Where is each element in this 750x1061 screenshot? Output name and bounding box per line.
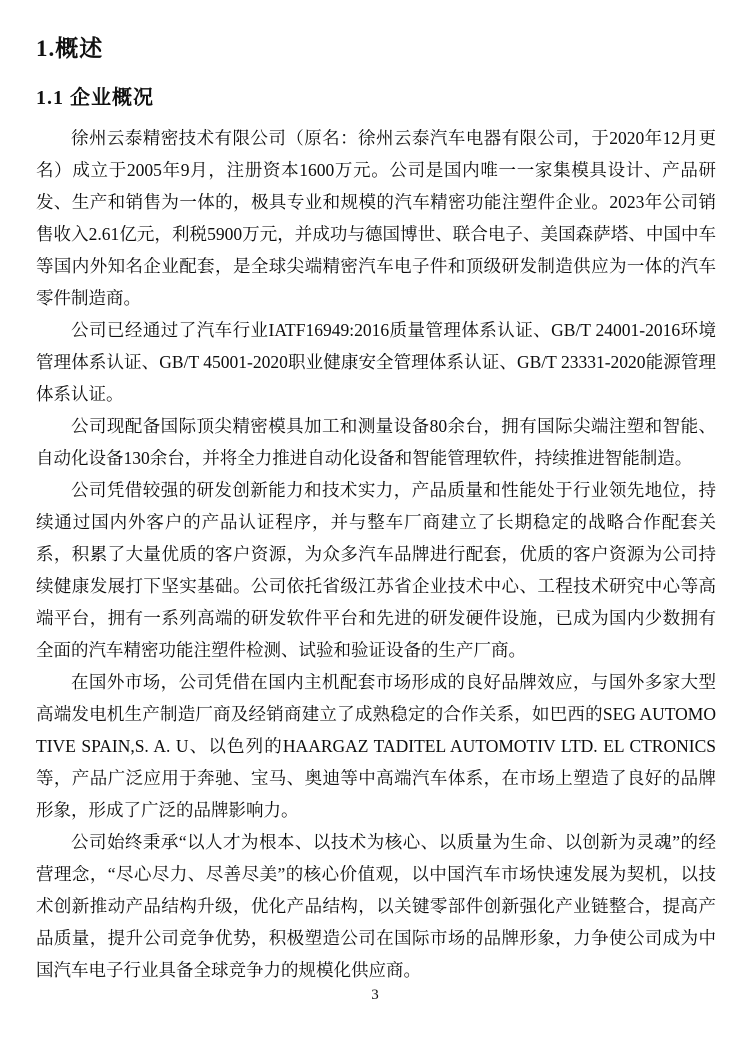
- paragraph-rd-strength: 公司凭借较强的研发创新能力和技术实力，产品质量和性能处于行业领先地位，持续通过国内外客户的产品认证程序，并与整车厂商建立了长期稳定的战略合作配套关系，积累了大量优质的客户资源，为众多汽车品牌进行配套，优质的客户资源为公司持续健康发展打下坚实基础。公司依托省级江苏省企业技术中心、工程技术研究中心等高端平台，拥有一系列高端的研发软件平台和先进的研发硬件设施，已成为国内少数拥有全面的汽车精密功能注塑件检测、试验和验证设备的生产厂商。: [36, 480, 716, 660]
- paragraph-philosophy: 公司始终秉承“以人才为根本、以技术为核心、以质量为生命、以创新为灵魂”的经营理念，“尽心尽力、尽善尽美”的核心价值观，以中国汽车市场快速发展为契机，以技术创新推动产品结构升级，优化产品结构，以关键零部件创新强化产业链整合，提高产品质量，提升公司竞争优势，积极塑造公司在国际市场的品牌形象，力争使公司成为中国汽车电子行业具备全球竞争力的规模化供应商。: [36, 832, 716, 980]
- section-heading: 1.概述: [36, 36, 104, 61]
- document-content: [36, 36, 716, 986]
- document-body: [36, 122, 716, 986]
- subsection-heading: 1.1 企业概况: [36, 87, 154, 109]
- paragraph-certifications: 公司已经通过了汽车行业IATF16949:2016质量管理体系认证、GB/T 24001-2016环境管理体系认证、GB/T 45001-2020职业健康安全管理体系认证、GB/T 23331-2020能源管理体系认证。: [36, 320, 716, 404]
- paragraph-equipment: 公司现配备国际顶尖精密模具加工和测量设备80余台，拥有国际尖端注塑和智能、自动化设备130余台，并将全力推进自动化设备和智能管理软件，持续推进智能制造。: [36, 416, 716, 468]
- paragraph-company-intro: 徐州云泰精密技术有限公司（原名：徐州云泰汽车电器有限公司，于2020年12月更名）成立于2005年9月，注册资本1600万元。公司是国内唯一一家集模具设计、产品研发、生产和销售为一体的，极具专业和规模的汽车精密功能注塑件企业。2023年公司销售收入2.61亿元，利税5900万元，并成功与德国博世、联合电子、美国森萨塔、中国中车等国内外知名企业配套，是全球尖端精密汽车电子件和顶级研发制造供应为一体的汽车零件制造商。: [36, 128, 716, 308]
- page-number: 3: [371, 987, 379, 1003]
- page-footer: [0, 985, 750, 1005]
- paragraph-overseas-market: 在国外市场，公司凭借在国内主机配套市场形成的良好品牌效应，与国外多家大型高端发电机生产制造厂商及经销商建立了成熟稳定的合作关系，如巴西的SEG AUTOMOTIVE SPAIN,S. A. U、以色列的HAARGAZ TADITEL AUTOMOTIV LTD. EL CTRONICS等，产品广泛应用于奔驰、宝马、奥迪等中高端汽车体系，在市场上塑造了良好的品牌形象，形成了广泛的品牌影响力。: [36, 672, 716, 820]
